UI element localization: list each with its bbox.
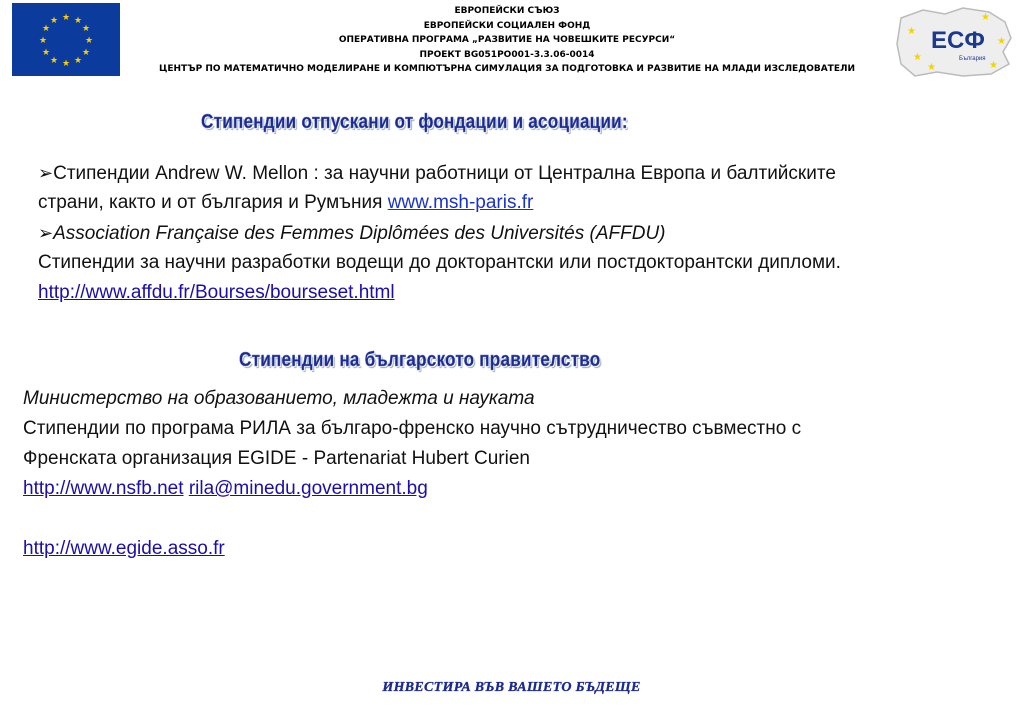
- government-section: [23, 384, 801, 564]
- list-item: [38, 158, 841, 188]
- msh-paris-link[interactable]: www.msh-paris.fr: [387, 192, 534, 213]
- eu-flag-logo: [12, 3, 120, 76]
- foundations-section: [38, 158, 841, 308]
- ministry-name: Министерство на образованието, младежта и науката: [23, 388, 535, 409]
- project-header: [140, 4, 874, 77]
- header-line: ЕВРОПЕЙСКИ СОЦИАЛЕН ФОНД: [423, 20, 591, 31]
- header-line: ОПЕРАТИВНА ПРОГРАМА „РАЗВИТИЕ НА ЧОВЕШКИТЕ РЕСУРСИ“: [338, 35, 676, 45]
- affdu-title: Association Française des Femmes Diplômées des Universités (AFFDU): [53, 223, 666, 244]
- svg-text:★: ★: [981, 12, 990, 23]
- esf-logo: [893, 4, 1015, 80]
- links-row: [23, 474, 801, 504]
- affdu-link-row: [38, 278, 841, 308]
- egide-link-row: [23, 534, 801, 564]
- svg-text:★: ★: [49, 56, 59, 66]
- section2-title: Стипендии на българското правителство: [239, 349, 601, 371]
- header-line: ПРОЕКТ BG051PO001-3.3.06-0014: [419, 49, 595, 60]
- eu-stars-icon: [12, 3, 120, 76]
- header-line: ЦЕНТЪР ПО МАТЕМАТИЧНО МОДЕЛИРАНЕ И КОМПЮТЪРНА СИМУЛАЦИЯ ЗА ПОДГОТОВКА И РАЗВИТИЕ НА МЛАДИ ИЗСЛЕДОВАТЕЛИ: [159, 64, 855, 74]
- list-item-cont: [38, 188, 841, 218]
- rila-desc-2: Френската организация EGIDE - Partenariat Hubert Curien: [23, 448, 530, 469]
- arrow-bullet-icon: ➢: [38, 223, 54, 243]
- svg-text:★: ★: [989, 60, 998, 71]
- affdu-desc: Стипендии за научни разработки водещи до докторантски или постдокторантски дипломи.: [38, 252, 841, 273]
- svg-text:★: ★: [38, 36, 48, 46]
- svg-text:★: ★: [913, 52, 922, 63]
- svg-text:★: ★: [73, 16, 83, 26]
- footer-slogan: ИНВЕСТИРА ВЪВ ВАШЕТО БЪДЕЩЕ: [382, 680, 641, 695]
- svg-text:★: ★: [73, 56, 83, 66]
- list-item: [38, 218, 841, 248]
- svg-text:★: ★: [61, 59, 71, 69]
- section1-title: Стипендии отпускани от фондации и асоциации:: [201, 111, 628, 133]
- svg-text:★: ★: [84, 36, 94, 46]
- svg-text:★: ★: [61, 13, 71, 23]
- arrow-bullet-icon: ➢: [38, 163, 54, 183]
- mellon-text-2: страни, както и от българия и Румъния: [38, 192, 388, 213]
- svg-text:★: ★: [927, 62, 936, 73]
- svg-text:★: ★: [907, 26, 916, 37]
- svg-text:★: ★: [41, 24, 51, 34]
- esf-text: ЕСФ: [931, 27, 985, 54]
- mellon-text: Стипендии Andrew W. Mellon : за научни работници от Централна Европа и балтийските: [53, 163, 836, 184]
- svg-text:★: ★: [997, 36, 1006, 47]
- rila-desc-1: Стипендии по програма РИЛА за българо-френско научно сътрудничество съвместно с: [23, 418, 802, 439]
- egide-link[interactable]: http://www.egide.asso.fr: [23, 538, 225, 559]
- svg-text:★: ★: [41, 48, 51, 58]
- svg-text:★: ★: [49, 16, 59, 26]
- header-line: ЕВРОПЕЙСКИ СЪЮЗ: [454, 6, 560, 16]
- svg-text:★: ★: [81, 24, 91, 34]
- esf-subtext: България: [959, 56, 986, 62]
- email-link[interactable]: rila@minedu.government.bg: [188, 478, 428, 499]
- svg-text:★: ★: [81, 48, 91, 58]
- nsfb-link[interactable]: http://www.nsfb.net: [23, 478, 184, 499]
- affdu-link[interactable]: http://www.affdu.fr/Bourses/bourseset.html: [38, 282, 395, 303]
